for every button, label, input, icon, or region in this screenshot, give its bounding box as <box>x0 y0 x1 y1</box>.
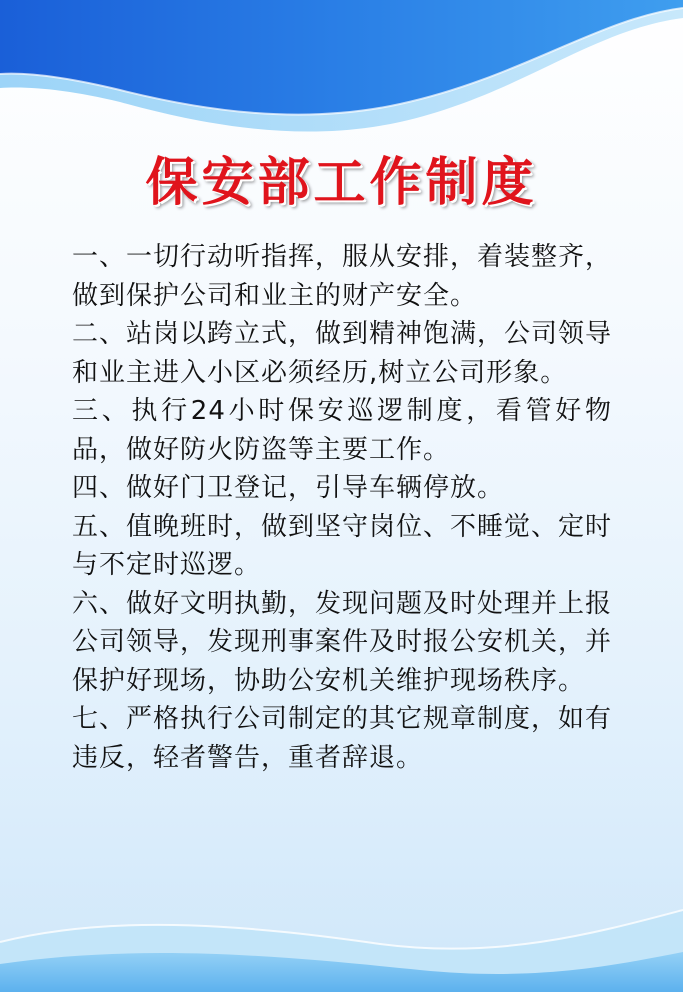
rule-6: 六、做好文明执勤，发现问题及时处理并上报公司领导，发现刑事案件及时报公安机关，并保护好现场，协助公安机关维护现场秩序。 <box>72 588 613 696</box>
bottom-wave-decoration <box>0 872 683 992</box>
rule-5: 五、值晚班时，做到坚守岗位、不睡觉、定时与不定时巡逻。 <box>72 511 613 580</box>
rule-7: 七、严格执行公司制定的其它规章制度，如有违反，轻者警告，重者辞退。 <box>72 704 613 773</box>
rule-4: 四、做好门卫登记，引导车辆停放。 <box>72 473 505 503</box>
top-wave-decoration <box>0 0 683 150</box>
rule-1: 一、一切行动听指挥，服从安排，着装整齐，做到保护公司和业主的财产安全。 <box>72 242 613 311</box>
rule-3: 三、执行24小时保安巡逻制度，看管好物品，做好防火防盗等主要工作。 <box>72 396 612 465</box>
poster-title: 保安部工作制度 <box>145 152 538 213</box>
rules-list <box>72 238 612 777</box>
rule-2: 二、站岗以跨立式，做到精神饱满，公司领导和业主进入小区必须经历,树立公司形象。 <box>72 319 613 388</box>
